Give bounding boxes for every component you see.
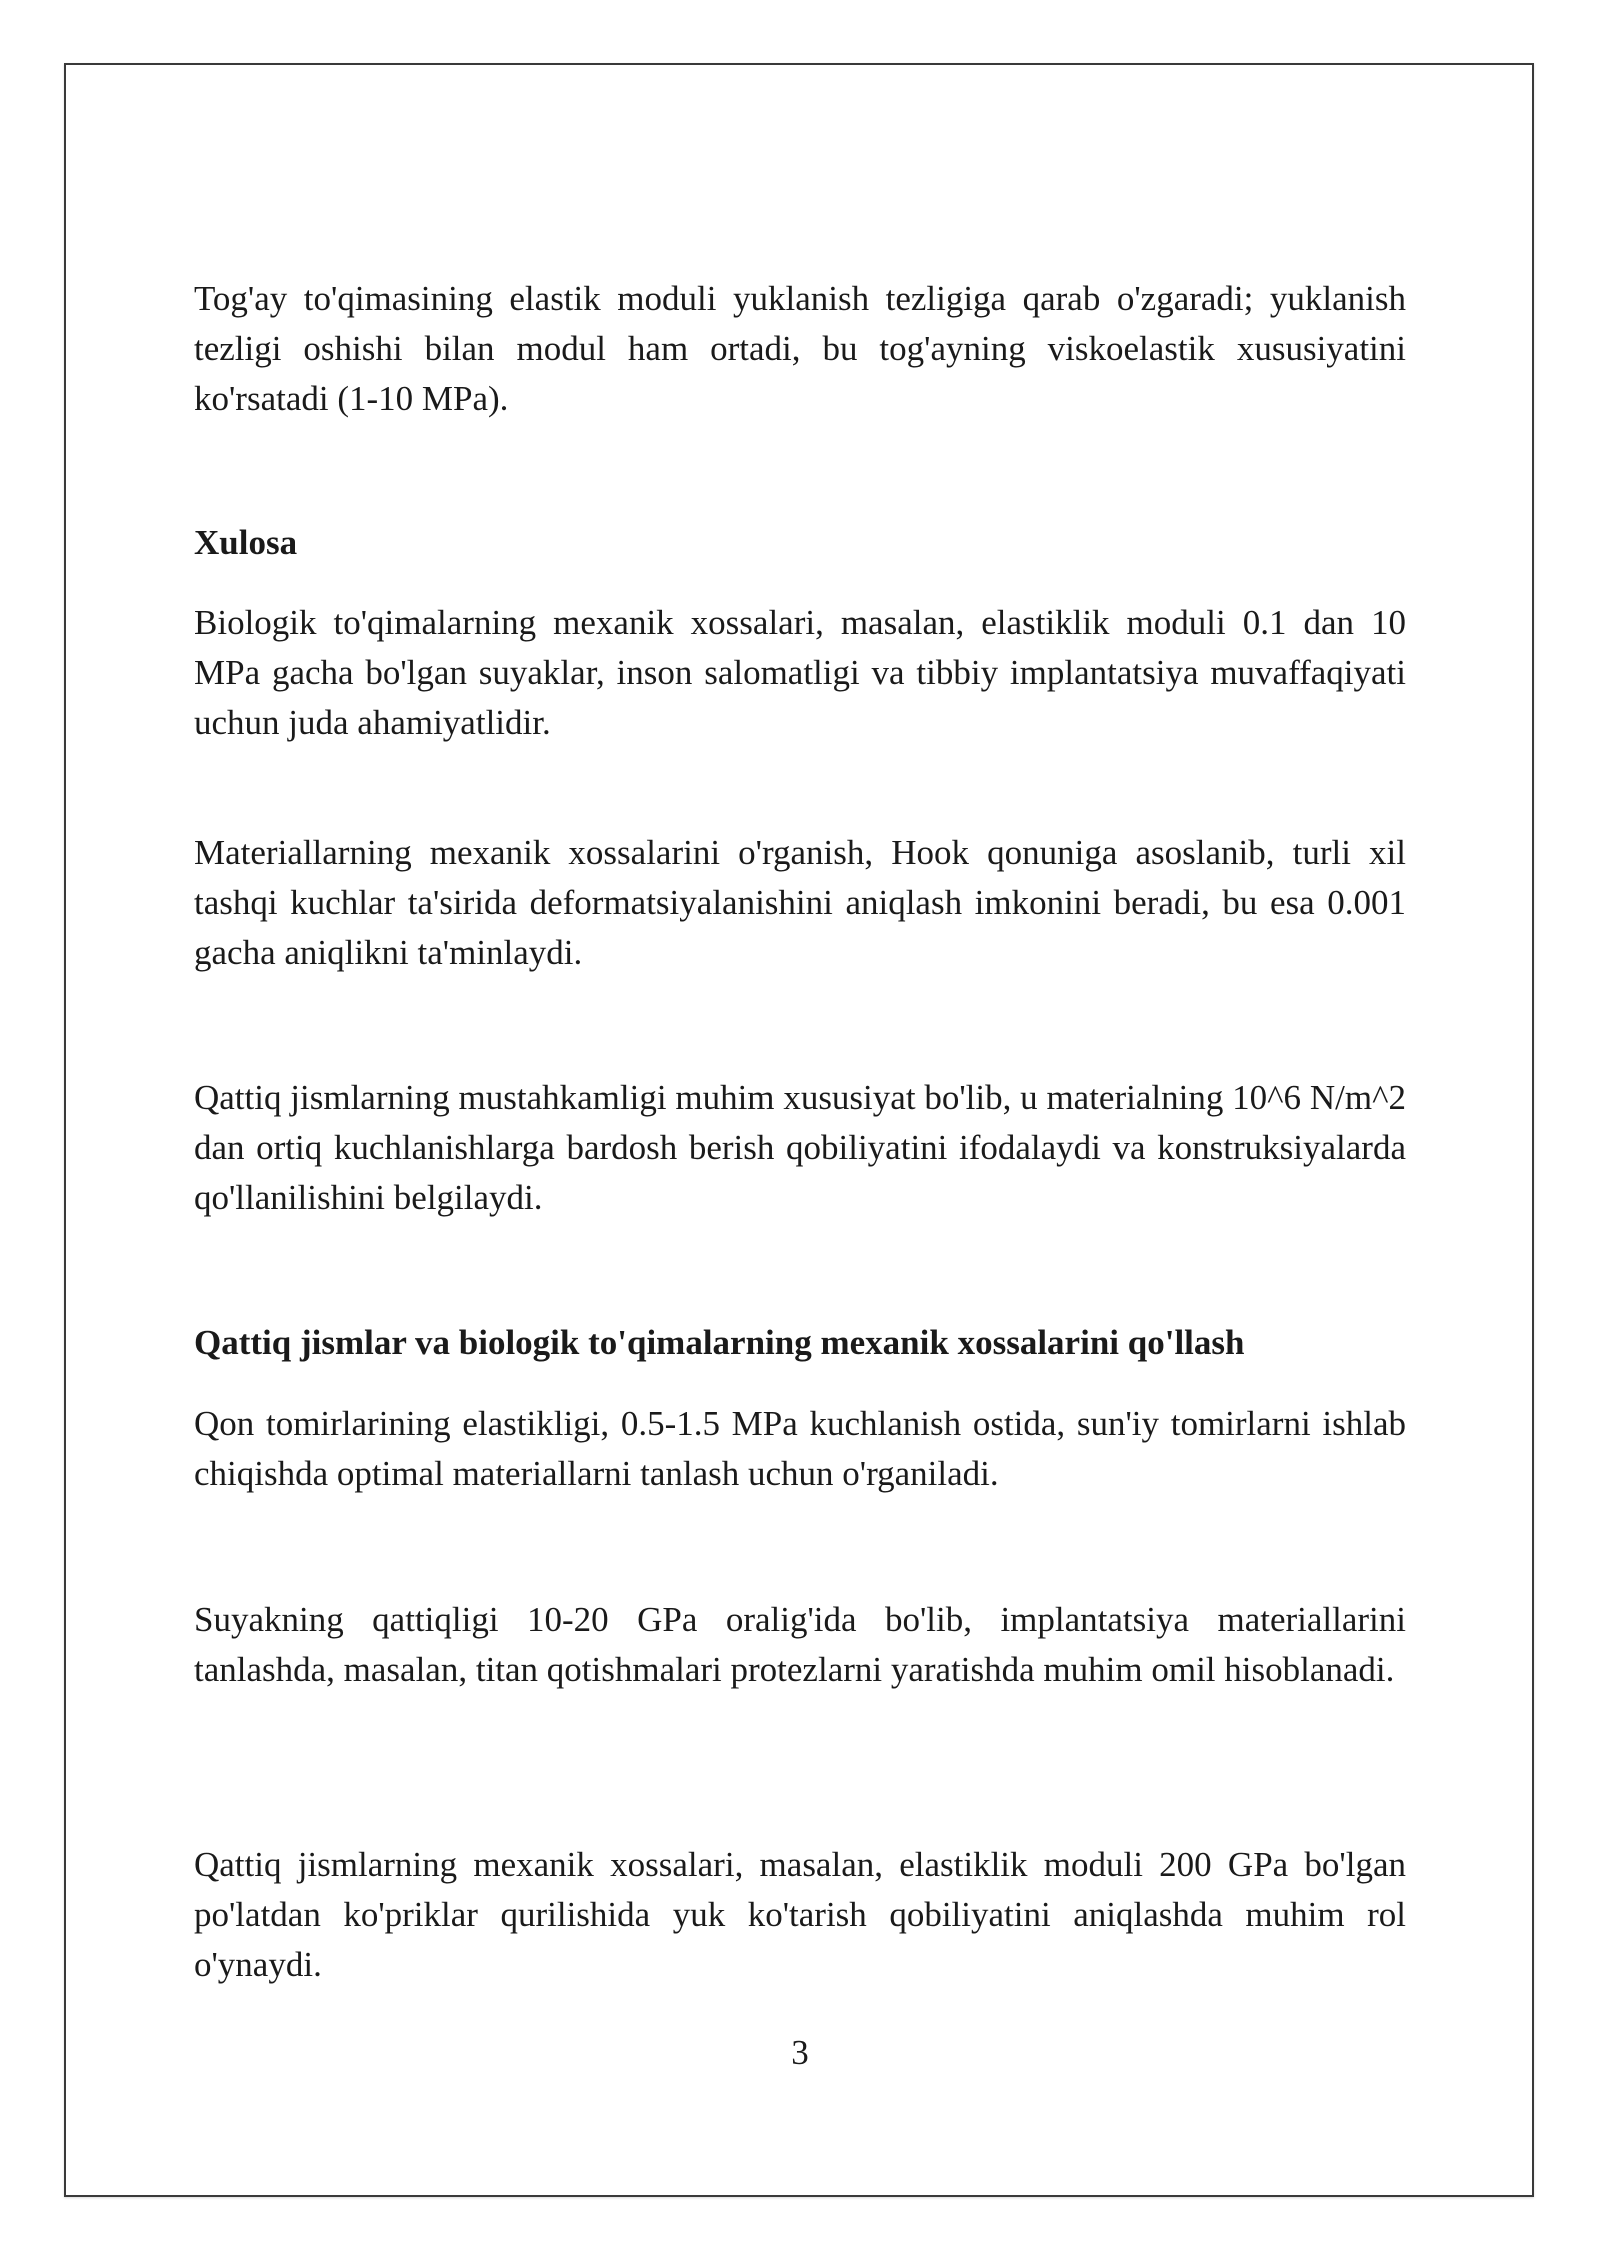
paragraph-text: Materiallarning mexanik xossalarini o'rganish, Hook qonuniga asoslanib, turli xil tashqi kuchlar ta'sirida deformatsiyalanishini aniqlash imkonini beradi, bu esa 0.001 gacha aniqlikni ta'minlaydi. [194, 833, 1406, 972]
paragraph-text: Suyakning qattiqligi 10-20 GPa oralig'ida bo'lib, implantatsiya materiallarini tanlashda, masalan, titan qotishmalari protezlarni yaratishda muhim omil hisoblanadi. [194, 1600, 1406, 1689]
paragraph-cartilage-modulus [194, 274, 1406, 424]
paragraph-text: Qon tomirlarining elastikligi, 0.5-1.5 MPa kuchlanish ostida, sun'iy tomirlarni ishlab chiqishda optimal materiallarni tanlash uchun o'rganiladi. [194, 1404, 1406, 1493]
paragraph-materials-hooke [194, 828, 1406, 978]
paragraph-text: Tog'ay to'qimasining elastik moduli yuklanish tezligiga qarab o'zgaradi; yuklanish tezligi oshishi bilan modul ham ortadi, bu tog'ayning viskoelastik xususiyatini ko'rsatadi (1-10 MPa). [194, 279, 1406, 418]
paragraph-text: Qattiq jismlarning mustahkamligi muhim xususiyat bo'lib, u materialning 10^6 N/m^2 dan ortiq kuchlanishlarga bardosh berish qobiliyatini ifodalaydi va konstruksiyalarda qo'llanilishini belgilaydi. [194, 1078, 1406, 1217]
paragraph-bone-hardness [194, 1595, 1406, 1695]
paragraph-blood-vessels [194, 1399, 1406, 1499]
paragraph-text: Biologik to'qimalarning mexanik xossalari, masalan, elastiklik moduli 0.1 dan 10 MPa gacha bo'lgan suyaklar, inson salomatligi va tibbiy implantatsiya muvaffaqiyati uchun juda ahamiyatlidir. [194, 603, 1406, 742]
paragraph-solid-strength [194, 1073, 1406, 1223]
heading-text: Xulosa [194, 523, 298, 562]
heading-applications [194, 1318, 1406, 1368]
page-number: 3 [791, 2033, 809, 2072]
paragraph-biological-tissues [194, 598, 1406, 748]
paragraph-text: Qattiq jismlarning mexanik xossalari, masalan, elastiklik moduli 200 GPa bo'lgan po'latdan ko'priklar qurilishida yuk ko'tarish qobiliyatini aniqlashda muhim rol o'ynaydi. [194, 1845, 1406, 1984]
heading-conclusion [194, 518, 1406, 568]
heading-text: Qattiq jismlar va biologik to'qimalarning mexanik xossalarini qo'llash [194, 1323, 1245, 1362]
paragraph-steel-bridges [194, 1840, 1406, 1990]
